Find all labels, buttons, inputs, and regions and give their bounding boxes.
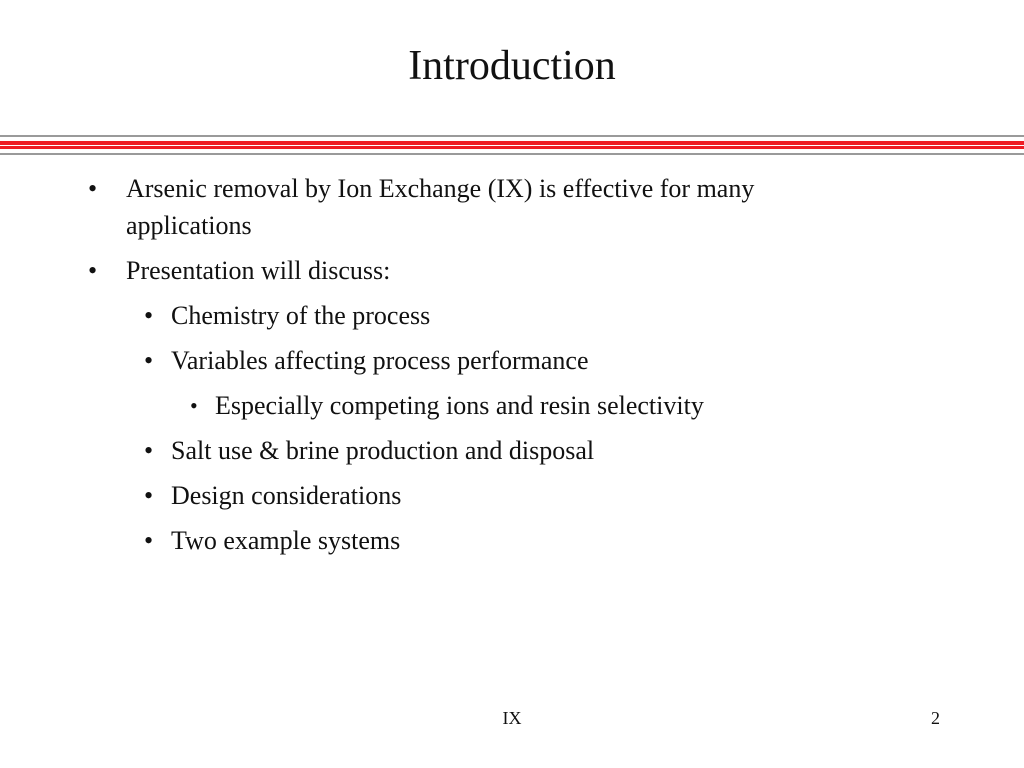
header-rule-grey-top (0, 135, 1024, 137)
bullet-marker: • (144, 301, 154, 330)
bullet-text: Design considerations (171, 481, 402, 510)
bullet-marker: • (144, 526, 154, 555)
sub-bullet-item (0, 342, 1024, 379)
sub-bullet-item (0, 432, 1024, 469)
page-number: 2 (931, 708, 940, 728)
bullet-item (0, 252, 1024, 289)
bullet-marker: • (144, 481, 154, 510)
header-rule-red (0, 141, 1024, 145)
bullet-marker: • (88, 256, 98, 285)
bullet-text: Arsenic removal by Ion Exchange (IX) is effective for many applications (126, 174, 755, 240)
bullet-text: Two example systems (171, 526, 401, 555)
bullet-marker: • (144, 436, 154, 465)
slide-title: Introduction (408, 43, 616, 89)
sub-bullet-item (0, 477, 1024, 514)
bullet-text: Especially competing ions and resin selectivity (215, 391, 704, 420)
bullet-text: Salt use & brine production and disposal (171, 436, 595, 465)
bullet-item (0, 170, 1024, 244)
bullet-marker: • (144, 346, 154, 375)
sub-sub-bullet-item (0, 387, 1024, 424)
header-rule-red-secondary (0, 146, 1024, 149)
sub-bullet-item (0, 297, 1024, 334)
header-rule-grey-bottom (0, 153, 1024, 155)
bullet-marker: • (190, 393, 198, 418)
bullet-marker: • (88, 174, 98, 203)
sub-bullet-item (0, 522, 1024, 559)
footer-section-label: IX (502, 708, 522, 728)
bullet-text: Chemistry of the process (171, 301, 431, 330)
bullet-text: Presentation will discuss: (126, 256, 391, 285)
bullet-text: Variables affecting process performance (171, 346, 589, 375)
bullet-list (0, 170, 1024, 559)
